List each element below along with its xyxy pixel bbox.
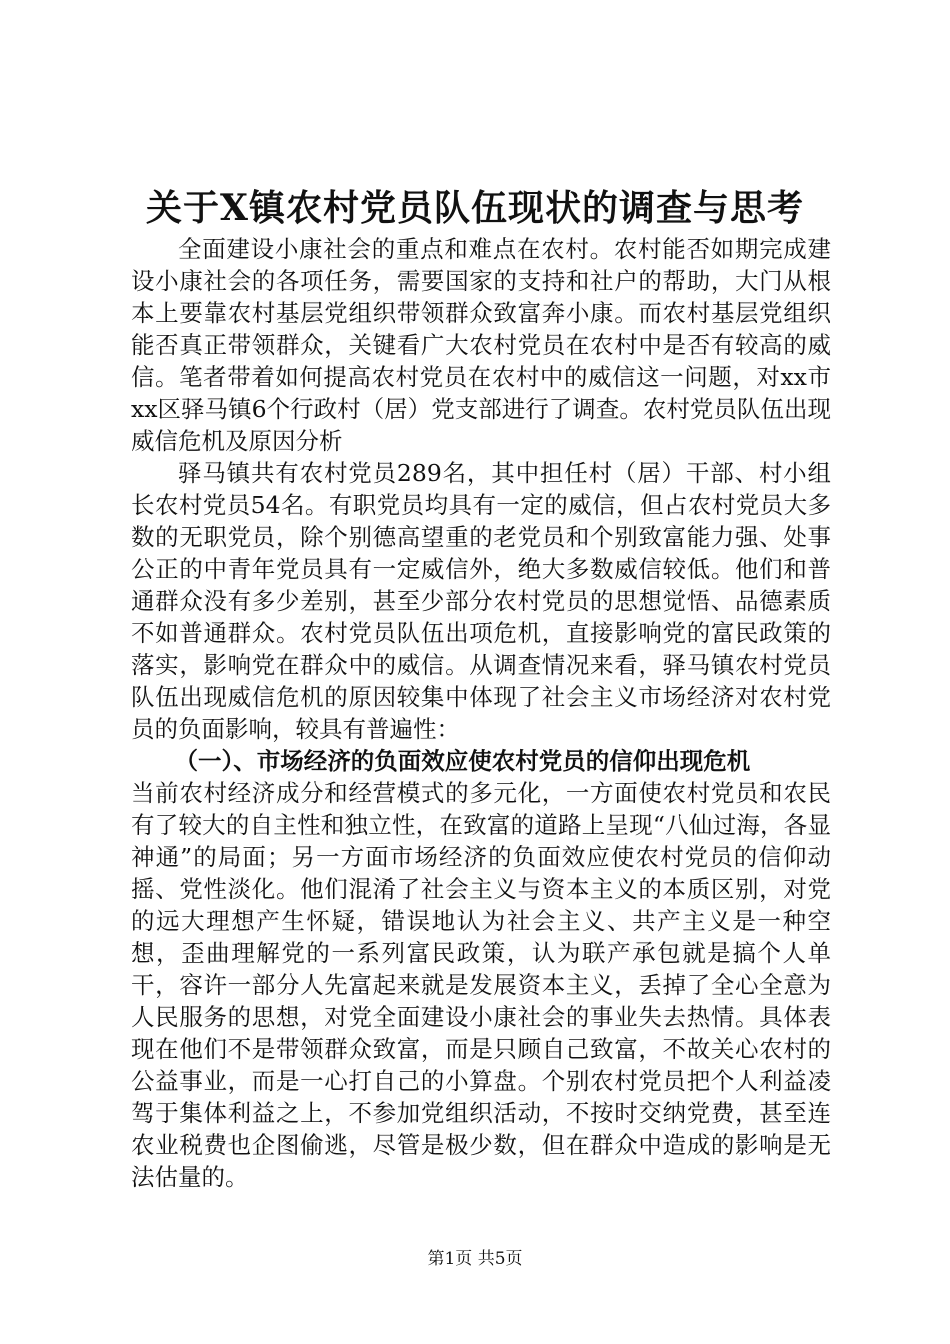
paragraph-intro: 全面建设小康社会的重点和难点在农村。农村能否如期完成建设小康社会的各项任务，需要国家的支持和社户的帮助，大门从根本上要靠农村基层党组织带领群众致富奔小康。而农村基层党组织能否真正带领群众，关键看广大农村党员在农村中是否有较高的威信。笔者带着如何提高农村党员在农村中的威信这一问题，对xx市xx区驿马镇6个行政村（居）党支部进行了调查。农村党员队伍出现威信危机及原因分析 (131, 235, 831, 455)
section-heading-text: （一）、市场经济的负面效应使农村党员的信仰出现危机 (174, 747, 751, 775)
document-body (131, 233, 831, 1193)
paragraph-section-one: 当前农村经济成分和经营模式的多元化，一方面使农村党员和农民有了较大的自主性和独立性，在致富的道路上呈现“八仙过海，各显神通”的局面；另一方面市场经济的负面效应使农村党员的信仰动摇、党性淡化。他们混淆了社会主义与资本主义的本质区别，对党的远大理想产生怀疑，错误地认为社会主义、共产主义是一种空想，歪曲理解党的一系列富民政策，认为联产承包就是搞个人单干，容许一部分人先富起来就是发展资本主义，丢掉了全心全意为人民服务的思想，对党全面建设小康社会的事业失去热情。具体表现在他们不是带领群众致富，而是只顾自己致富，不故关心农村的公益事业，而是一心打自己的小算盘。个别农村党员把个人利益凌驾于集体利益之上，不参加党组织活动，不按时交纳党费，甚至连农业税费也企图偷逃，尽管是极少数，但在群众中造成的影响是无法估量的。 (131, 779, 831, 1191)
page-footer: 第1页 共5页 (427, 1249, 523, 1269)
document-title: 关于X镇农村党员队伍现状的调查与思考 (146, 187, 804, 229)
section-heading (131, 745, 831, 777)
paragraph-overview: 驿马镇共有农村党员289名，其中担任村（居）干部、村小组长农村党员54名。有职党员均具有一定的威信，但占农村党员大多数的无职党员，除个别德高望重的老党员和个别致富能力强、处事公正的中青年党员具有一定威信外，绝大多数威信较低。他们和普通群众没有多少差别，甚至少部分农村党员的思想觉悟、品德素质不如普通群众。农村党员队伍出项危机，直接影响党的富民政策的落实，影响党在群众中的威信。从调查情况来看，驿马镇农村党员队伍出现威信危机的原因较集中体现了社会主义市场经济对农村党员的负面影响，较具有普遍性： (131, 459, 831, 743)
